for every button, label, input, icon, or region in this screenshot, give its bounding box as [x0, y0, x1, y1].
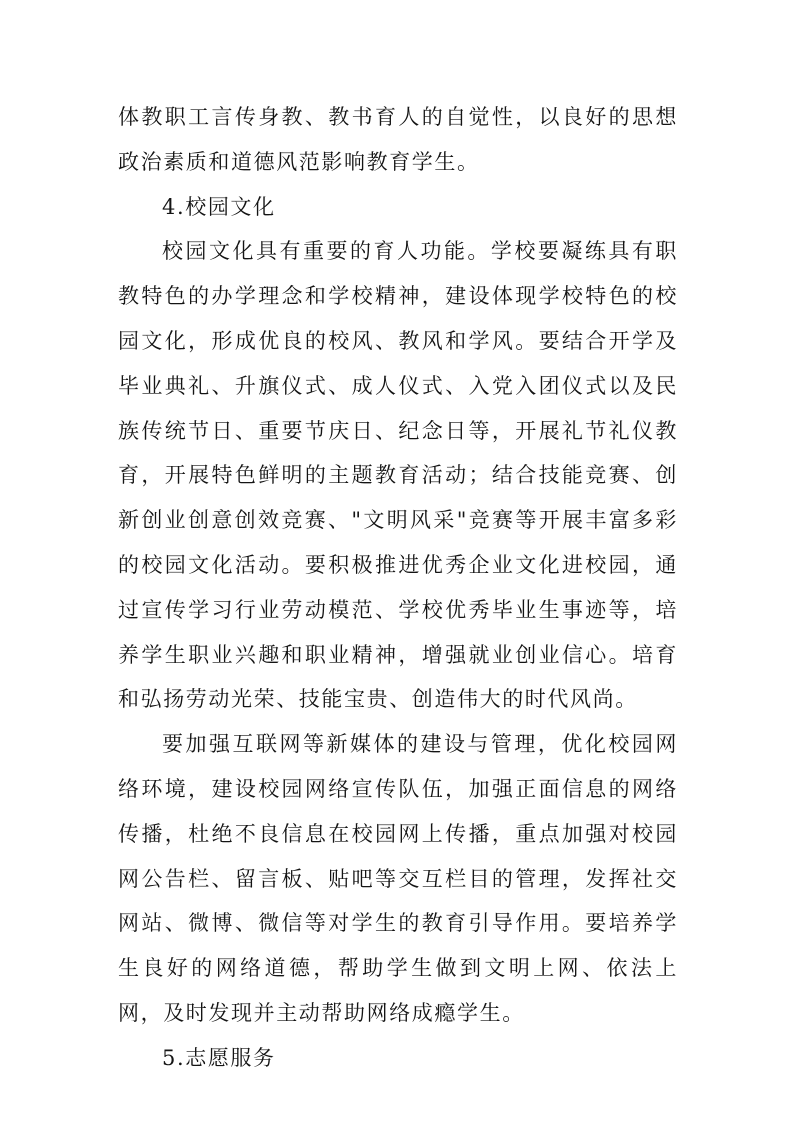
paragraph-campus-culture: 校园文化具有重要的育人功能。学校要凝练具有职教特色的办学理念和学校精神，建设体现学校特色的校园文化，形成优良的校风、教风和学风。要结合开学及毕业典礼、升旗仪式、成人仪式、入党入团仪式以及民族传统节日、重要节庆日、纪念日等，开展礼节礼仪教育，开展特色鲜明的主题教育活动；结合技能竞赛、创新创业创意创效竞赛、"文明风采"竞赛等开展丰富多彩的校园文化活动。要积极推进优秀企业文化进校园，通过宣传学习行业劳动模范、学校优秀毕业生事迹等，培养学生职业兴趣和职业精神，增强就业创业信心。培育和弘扬劳动光荣、技能宝贵、创造伟大的时代风尚。: [118, 239, 678, 712]
document-body: [118, 95, 678, 1081]
paragraph-network-management: 要加强互联网等新媒体的建设与管理，优化校园网络环境，建设校园网络宣传队伍，加强正面信息的网络传播，杜绝不良信息在校园网上传播，重点加强对校园网公告栏、留言板、贴吧等交互栏目的管理，发挥社交网站、微博、微信等对学生的教育引导作用。要培养学生良好的网络道德，帮助学生做到文明上网、依法上网，及时发现并主动帮助网络成瘾学生。: [118, 732, 678, 1025]
section-heading-volunteer-service: 5.志愿服务: [162, 1045, 276, 1070]
section-heading-campus-culture: 4.校园文化: [162, 194, 276, 219]
paragraph-continuation: 体教职工言传身教、教书育人的自觉性，以良好的思想政治素质和道德风范影响教育学生。: [118, 105, 678, 174]
